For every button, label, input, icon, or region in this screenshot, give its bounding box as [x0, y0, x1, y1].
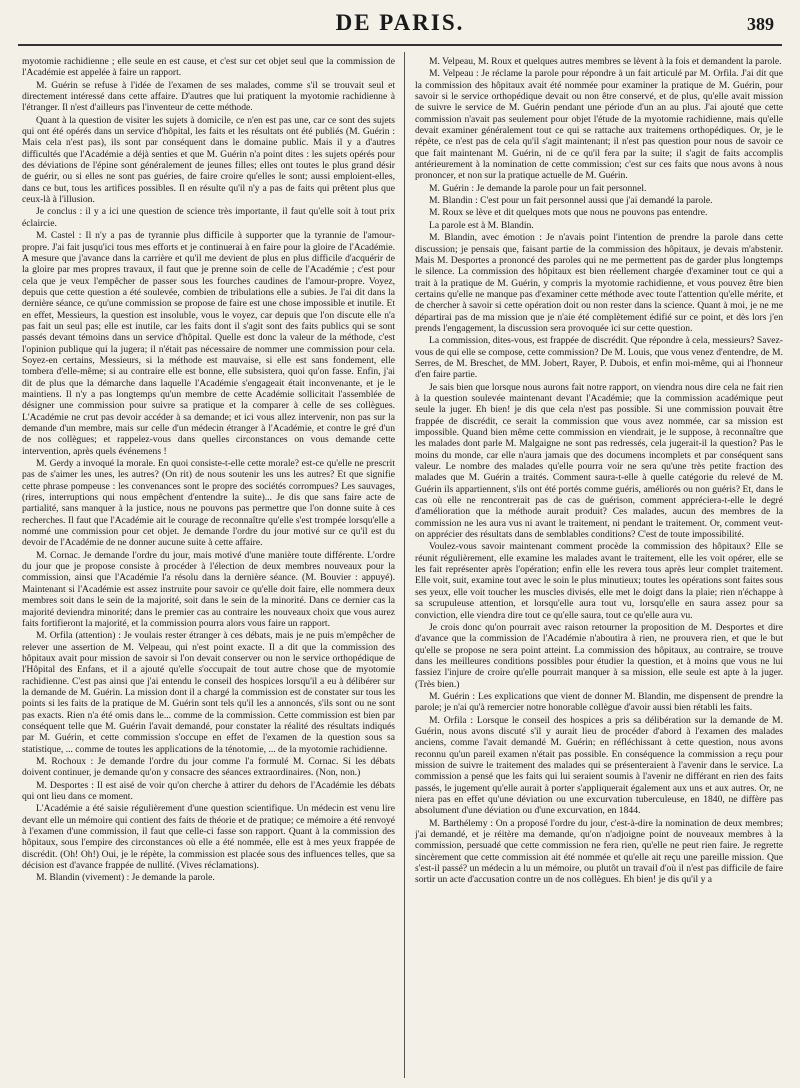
paragraph: M. Velpeau, M. Roux et quelques autres membres se lèvent à la fois et demandent la parole.	[429, 56, 782, 67]
paragraph: M. Velpeau : Je réclame la parole pour répondre à un fait articulé par M. Orfila. J'ai dit que la commission des hôpitaux avait été nommée pour examiner la pratique de M. Guérin, pour savoir si le service orthopédique devait ou non être conservé, et de plus, qu'elle avait mission de suivre le service de M. Guérin pendant une période d'un an au plus. J'ai ajouté que cette commission n'avait pas seulement pour objet l'étude de la myotomie rachidienne, mais qu'elle devait examiner généralement tout ce qui se rattache aux traitemens orthopédiques. Or, je le répète, ce n'est pas de cela qu'il s'agit maintenant; il n'est pas question pour nous de savoir ce que fait maintenant M. Guérin, ni de ce qu'il fera par la suite; il s'agit de faits accomplis antérieurement à la nomination de cette commission; c'est sur ces faits que nous avons à nous prononcer, et non sur la pratique actuelle de M. Guérin.	[415, 68, 783, 182]
paragraph: M. Cornac. Je demande l'ordre du jour, mais motivé d'une manière toute différente. L'ordre du jour que je propose consiste à procéder à l'élection de deux membres nouveaux pour la commission, ainsi que l'Académie l'a résolu dans la dernière séance. (M. Bouvier : appuyé). Maintenant si l'Académie est assez instruite pour savoir ce qu'elle doit faire, elle nommera deux membres soit dans le sein de la majorité, soit dans le sein de la minorité. Dans ce dernier cas la majorité deviendra minorité; dans le premier cas au contraire les nouveaux choix que vous aurez faits fortifieront la majorité, et la commission pourra alors vous faire un rapport.	[22, 549, 395, 629]
paragraph: M. Desportes : Il est aisé de voir qu'on cherche à attirer du dehors de l'Académie les débats qui ont lieu dans ce moment.	[22, 779, 395, 802]
left-column	[22, 56, 395, 1078]
page-number: 389	[747, 14, 774, 34]
paragraph: M. Roux se lève et dit quelques mots que nous ne pouvons pas entendre.	[429, 207, 708, 219]
paragraph: Quant à la question de visiter les sujets à domicile, ce n'en est pas une, car ce sont des sujets qui ont été opérés dans un service d'hôpital, les faits et les résultats ont été publiés (M. Guérin : Mais cela n'est pas), ils sont par conséquent dans le domaine public. Mais il y a d'autres difficultés que l'Académie a déjà senties et que M. Guérin n'a point dites : les sujets opérés pour des déviations de l'épine sont généralement de jeunes filles; elles ont toutes le plus grand désir de guérir, ou si elles ne sont pas guéries, de faire croire qu'elles le sont; aussi emploient-elles, dans ce but, tous les artifices possibles. Il en résulte qu'il n'y a pas de faits qui prêtent plus que ceux-là à l'illusion.	[22, 114, 395, 206]
journal-title: DE PARIS.	[335, 10, 465, 35]
paragraph: M. Guérin se refuse à l'idée de l'examen de ses malades, comme s'il se trouvait seul et directement intéressé dans cette affaire. D'autres que lui pratiquent la myotomie rachidienne à l'étranger. Il n'est d'ailleurs pas l'inventeur de cette méthode.	[22, 79, 395, 114]
paragraph: M. Guérin : Je demande la parole pour un fait personnel.	[429, 182, 647, 194]
paragraph: M. Barthélemy : On a proposé l'ordre du jour, c'est-à-dire la nomination de deux membres; j'ai demandé, et je réitère ma demande, qu'on n'adjoigne point de nouveaux membres à la commission, persuadé que cette commission ne fera rien, qu'elle ne peut rien faire. Je regrette sincèrement que cette commission ait été nommée et qu'elle ait reçu une pareille mission. Que s'est-il passé? un médecin a lu un mémoire, ou plutôt un travail d'où il n'est pas difficile de faire sortir un acte d'accusation contre un de nos collègues. Eh bien! je dis qu'il y a	[415, 817, 783, 886]
paragraph: Je sais bien que lorsque nous aurons fait notre rapport, on viendra nous dire cela ne fait rien à la question soulevée maintenant devant l'Académie; que la commission académique peut seule la juger. Eh bien! je dis que cela n'est pas possible. Si une commission pouvait être frappée de discrédit, ce serait la commission que vous avez nommée, car sa mission est impossible. Quand bien même cette commission en viendrait, je le suppose, à reconnaître que les malades dont parle M. Malgaigne ne sont pas redressés, cela jugerait-il la question? Pas le moins du monde, car elle n'aura jamais que des documens incomplets et par conséquent sans valeur. Le nombre des malades qu'elle pourra voir ne sera qu'une très petite fraction des malades que M. Guérin a traités. Comment saura-t-elle à quelle catégorie du relevé de M. Guérin ils appartiennent, s'ils ont été portés comme guéris, améliorés ou non guéris? Et, dans le cas où elle ne rencontrerait pas de cas de guérison, comment appréciera-t-elle le degré d'amélioration que la méthode aurait produit? Ces malades, aucun des membres de la commission ne les aura vus ni avant le traitement, ni pendant le traitement. Or, comment veut-on apprécier des résultats dans de semblables conditions? C'est de toute impossibilité.	[415, 381, 783, 541]
paragraph: M. Gerdy a invoqué la morale. En quoi consiste-t-elle cette morale? est-ce qu'elle ne prescrit pas de s'aimer les unes, les autres? (On rit) de nous soutenir les uns les autres? Et que signifie cette phrase pompeuse : les convenances sont le propre des sociétés corrompues? Les sauvages, (rires, interruptions qui nous empêchent d'entendre la suite)... Je dis que sans faire acte de partialité, sans manquer à la justice, nous ne pouvons pas permettre que l'on donne suite à ces recherches. Il faut que l'Académie ait le courage de reconnaître qu'elle s'est trompée lorsqu'elle a nommé une commission pour cet objet. Je demande l'ordre du jour motivé sur ce qu'il est du devoir de l'Académie de ne donner aucune suite à cette affaire.	[22, 458, 395, 549]
paragraph: M. Blandin (vivement) : Je demande la parole.	[36, 872, 215, 884]
paragraph: M. Blandin : C'est pour un fait personnel aussi que j'ai demandé la parole.	[429, 195, 713, 207]
paragraph: Je conclus : il y a ici une question de science très importante, il faut qu'elle soit à tout prix éclaircie.	[22, 206, 395, 229]
paragraph: La parole est à M. Blandin.	[429, 219, 534, 231]
paragraph: La commission, dites-vous, est frappée de discrédit. Que répondre à cela, messieurs? Savez-vous de qui elle se compose, cette commission? De M. Louis, que vous venez d'entendre, de M. Serres, de M. Breschet, de MM. Jobert, Rayer, P. Dubois, et enfin moi-même, qui ai l'honneur d'en faire partie.	[415, 335, 783, 381]
paragraph: M. Rochoux : Je demande l'ordre du jour comme l'a formulé M. Cornac. Si les débats doivent continuer, je demande qu'on y consacre des séances extraordinaires. (Non, non.)	[22, 755, 395, 779]
paragraph: Je crois donc qu'on pourrait avec raison retourner la proposition de M. Desportes et dire d'avance que la commission de l'Académie n'aboutira à rien, ne prouvera rien, et que le but qu'elle se propose ne sera point atteint. La commission des hôpitaux, au contraire, se trouve dans les meilleures conditions possibles pour étudier la question, et à moins que vous ne lui fassiez l'injure de croire qu'elle pourrait manquer à sa mission, elle seule est apte à la juger. (Très bien.)	[415, 621, 783, 690]
page-header	[20, 4, 780, 44]
paragraph: M. Blandin, avec émotion : Je n'avais point l'intention de prendre la parole dans cette discussion; je pensais que, faisant partie de la commission des hôpitaux, je devais m'abstenir. Mais M. Desportes a prononcé des paroles qui ne me permettent pas de garder plus longtemps le silence. La commission des hôpitaux est bien réellement chargée d'examiner tout ce qui a trait à la pratique de M. Guérin, y compris la myotomie rachidienne, et vous pouvez être bien certains qu'elle ne manque pas d'examiner cette méthode avec toute l'attention qu'elle mérite, et de chercher à savoir si cette opération doit ou non rester dans la science. Quant à moi, je ne me départirai pas de ma mission que je n'aie été complètement édifié sur ce point, et dès lors j'en prends l'engagement, la discussion sera provoquée ici sur cette question.	[415, 232, 783, 334]
header-rule	[18, 44, 782, 46]
paragraph: L'Académie a été saisie régulièrement d'une question scientifique. Un médecin est venu lire devant elle un mémoire qui contient des faits de théorie et de pratique; ce mémoire a été renvoyé à l'examen d'une commission, il faut que celle-ci fasse son rapport. Quant à la commission des hôpitaux, sous l'empire des circonstances où elle a été nommée, elle est à mes yeux frappée de discrédit. (Oh! Oh!) Oui, je le répète, la commission est placée sous des influences telles, que sa décision est d'avance frappée de nullité. (Vives réclamations).	[22, 803, 395, 872]
paragraph: Voulez-vous savoir maintenant comment procède la commission des hôpitaux? Elle se réunit régulièrement, elle examine les malades avant le traitement, elle les voit opérer, elle se les fait représenter après l'opération; enfin elle les revera tous après leur complet traitement. Elle voit, suit, examine tout avec le soin le plus minutieux; toutes les opérations sont faites sous ses yeux, elle voit toucher les muscles divisés, elle met le doigt dans la plaie; rien n'échappe à sa scrupuleuse attention, et lorsqu'elle aura tout vu, lorsqu'elle en saura assez pour sa conviction, elle viendra dire tout ce qu'elle saura, tout ce qu'elle aura vu.	[415, 541, 783, 621]
paragraph: M. Orfila : Lorsque le conseil des hospices a pris sa délibération sur la demande de M. Guérin, nous avons discuté s'il y aurait lieu de procéder d'abord à l'examen des malades anciens, comme l'avait demandé M. Guérin; en réfléchissant à cette question, nous avons reconnu qu'un pareil examen n'était pas possible. En conséquence la commission a reçu pour mission de suivre le traitement des malades qui se présenteraient à l'avenir dans le service. La commission a pensé que les faits qui lui seraient soumis à l'avenir ne différant en rien des faits passés, le jugement qu'elle aurait à porter s'appliquerait également aux uns et aux autres. Or, ne niera pas en effet qu'une déviation ou une excurvation tuberculeuse, en 1840, ne diffère pas absolument d'une déviation ou d'une excurvation, en 1844.	[415, 714, 783, 817]
paragraph: M. Castel : Il n'y a pas de tyrannie plus difficile à supporter que la tyrannie de l'amour-propre. J'ai fait jusqu'ici tous mes efforts et je continuerai à en faire pour la gloire de l'Académie. A mesure que j'avance dans la carrière et qu'il me devient de plus en plus difficile d'acquérir de la gloire par mes propres travaux, il faut que je prenne soin de celle de l'Académie ; c'est pour cela que je veux l'empêcher de passer sous les fourches caudines de l'amour-propre. Voyez, depuis que cette question a été soulevée, combien de tribulations elle a subies. Je l'ai dit dans la dernière séance, ce qu'une commission se propose de faire est une chose impossible et inutile. Et en effet, Messieurs, la question est insoluble, vous le voyez, car depuis que l'on discute elle n'a pas fait un seul pas; elle est inutile, car les faits dont il s'agit sont des faits publics qui se sont passés devant témoins dans un service d'hôpital. Quelle est donc la valeur de la méthode, c'est l'opinion publique qui la jugera; il n'était pas nécessaire de nommer une commission pour cela. Soyez-en certains, Messieurs, si la méthode est mauvaise, si elle est sans fondement, elle tombera d'elle-même; si au contraire elle est bonne, elle subsistera, quoi qu'on fasse. Enfin, j'ai dit de plus que la démarche dans laquelle l'Académie s'engageait était inconvenante, et je le maintiens. Il n'y a pas longtemps qu'un membre de cette Académie sollicitait l'assemblée de désigner une commission pour suivre sa pratique et la comparer à celle de ses collègues. L'Académie ne crut pas devoir accéder à sa demande; et ici vous allez intervenir, non pas sur la demande d'un membre, mais sur celle d'un médecin étranger à l'Académie, et contre le gré d'un de nos collègues; et rappelez-vous dans quelles circonstances on vous demande cette intervention, après quels événemens !	[22, 230, 395, 457]
column-divider	[404, 52, 405, 1078]
paragraph: M. Guérin : Les explications que vient de donner M. Blandin, me dispensent de prendre la parole; je n'ai qu'à remercier notre honorable collègue d'avoir aussi bien rétabli les faits.	[415, 690, 783, 714]
paragraph: myotomie rachidienne ; elle seule en est cause, et c'est sur cet objet seul que la commission de l'Académie est appelée à faire un rapport.	[22, 56, 395, 79]
right-column	[415, 56, 783, 1078]
paragraph: M. Orfila (attention) : Je voulais rester étranger à ces débats, mais je ne puis m'empêcher de relever une assertion de M. Velpeau, qui n'est point exacte. Il a dit que la commission des hôpitaux avait pour mission de savoir si l'on devait conserver ou non le service orthopédique de l'Hôpital des Enfans, et il a ajouté qu'elle s'occupait de tout autre chose que de myotomie rachidienne. C'est pas ainsi que j'ai entendu le conseil des hospices lorsqu'il a eu à délibérer sur la demande de M. Guérin. La mission dont il a chargé la commission est de constater sur tous les points si les faits de la pratique de M. Guérin sont tels qu'il les a annoncés, s'ils sont ou ne sont pas exacts. Rien n'a été omis dans le... comme de la commission. Cette commission est bien par conséquent telle que M. Guérin l'avait demandé, pour constater la réalité des résultats indiqués par M. Guérin, et cette commission s'occupe en effet de l'examen de la question sous sa statistique, ... comme de toutes les applications de la ténotomie, ... de la myotomie rachidienne.	[22, 630, 395, 755]
